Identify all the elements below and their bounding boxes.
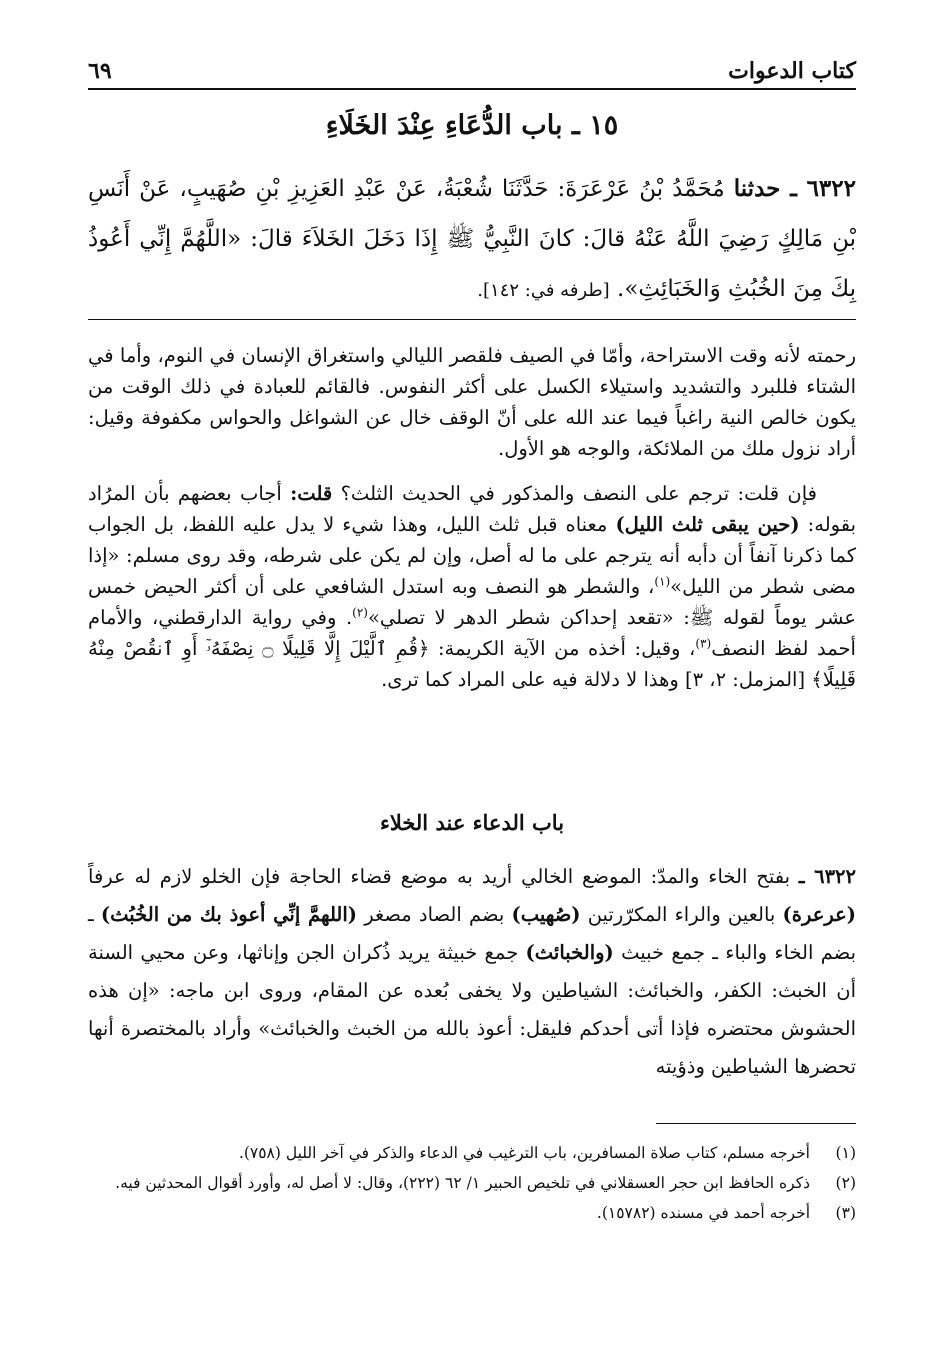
subheading: باب الدعاء عند الخلاء (379, 810, 565, 835)
text-run: بضم الصاد مصغر (364, 903, 505, 926)
text-run-bold: (حين يبقى ثلث الليل) (615, 513, 800, 536)
hadith-text (88, 164, 856, 316)
text-run-bold: (عرعرة) (782, 903, 857, 926)
running-header (88, 52, 856, 86)
chapter-title: ١٥ ـ باب الدُّعَاءِ عِنْدَ الخَلَاءِ (325, 110, 619, 141)
footnote-divider (656, 1123, 856, 1124)
book-title: كتاب الدعوات (728, 58, 856, 84)
commentary-block-2 (88, 858, 856, 1086)
text-run-bold: قلت: (290, 482, 333, 505)
hadith-number: ٦٣٢٢ ـ (798, 865, 856, 888)
text-run: . وفي رواية الدارقطني، والأمام أحمد لفظ النصف (88, 606, 856, 660)
commentary-paragraph (88, 858, 856, 1086)
text-run-bold: (والخبائث) (525, 941, 614, 964)
hadith-reference: [طرفه في: ١٤٢]. (477, 280, 610, 301)
footnote-number: (١) (835, 1144, 856, 1162)
book-page (88, 0, 856, 1365)
hadith-body: مُحَمَّدُ بْنُ عَرْعَرَةَ: حَدَّثَنَا شُعْبَةُ، عَنْ عَبْدِ العَزِيزِ بْنِ صُهَيبٍ، عَنْ أَنَسِ بْنِ مَالِكٍ رَضِيَ اللَّهُ عَنْهُ قالَ: كانَ النَّبِيُّ ﷺ إِذَا دَخَلَ الخَلاَءَ قالَ: «اللَّهُمَّ إِنِّي أَعُوذُ بِكَ مِنَ الخُبُثِ وَالخَبَائِثِ». (88, 176, 856, 302)
text-run: جمع خبيثة يريد ذُكران الجن وإناثها، وعن محيي السنة أن الخبث: الكفر، والخبائث: الشياطين ولا يخفى بُعده عن المقام، وروى ابن ماجه: «إن هذه الحشوش محتضره فإذا أتى أحدكم فليقل: أعوذ بالله من الخبث والخبائث» وأراد بالمختصرة أنها تحضرها الشياطين وذؤيته (88, 941, 856, 1078)
footnote-marker: (٢) (352, 605, 368, 620)
hadith-number: ٦٣٢٢ ـ حدثنا (733, 175, 856, 202)
footnote-marker: (١) (654, 574, 671, 589)
text-run: أجاب بعضهم بأن المرُاد بقوله: (88, 482, 857, 536)
text-run: ـ بضم الخاء والباء ـ جمع خبيث (88, 903, 857, 964)
text-run: ، وقيل: أخذه من الآية الكريمة: ﴿قُمِ ٱلَّيْلَ إِلَّا قَلِيلًا ۝ نِصْفَهُۥٓ أَوِ ٱنقُصْ مِنْهُ قَلِيلًا﴾ [المزمل: ٢، ٣] وهذا لا دلالة فيه على المراد كما ترى. (88, 637, 856, 691)
commentary-divider (88, 319, 856, 320)
text-run: بفتح الخاء والمدّ: الموضع الخالي أريد به موضع قضاء الحاجة فإن الخلو لازم له عرفاً (88, 865, 791, 888)
text-run: ، والشطر هو النصف وبه استدل الشافعي على أن أكثر الحيض خمس عشر يوماً لقوله ﷺ: «تقعد إحداكن شطر الدهر لا تصلي» (88, 575, 856, 629)
text-run-bold: (اللهمَّ إنِّي أعوذ بك من الخُبُث) (100, 903, 358, 926)
footnotes (88, 1140, 856, 1230)
footnote-marker: (٣) (695, 636, 712, 651)
text-run: فإن قلت: ترجم على النصف والمذكور في الحديث الثلث؟ (340, 482, 817, 505)
footnote-text: أخرجه أحمد في مسنده (١٥٧٨٢). (596, 1204, 810, 1222)
commentary-block (88, 340, 856, 695)
text-run-bold: (صُهيب) (511, 903, 581, 926)
footnote (88, 1170, 856, 1196)
footnote (88, 1140, 856, 1166)
footnote-number: (٣) (835, 1204, 856, 1222)
commentary-paragraph: رحمته لأنه وقت الاستراحة، وأمّا في الصيف فلقصر الليالي واستغراق الإنسان في النوم، وأما في الشتاء فللبرد والتشديد واستيلاء الكسل على أكثر النفوس. فالقائم للعبادة في ذلك الوقت من يكون خالص النية راغباً فيما عند الله على أنّ الوقف خال عن الشواغل والحواس مكفوفة وقيل: أراد نزول ملك من الملائكة، والوجه هو الأول. (88, 344, 856, 460)
footnote (88, 1200, 856, 1226)
footnote-text: ذكره الحافظ ابن حجر العسقلاني في تلخيص الحبير ١/ ٦٢ (٢٢٢)، وقال: لا أصل له، وأورد أقوال المحدثين فيه. (115, 1174, 810, 1192)
footnote-number: (٢) (835, 1174, 856, 1192)
page-number: ٦٩ (88, 58, 112, 84)
header-divider (88, 88, 856, 90)
footnote-text: أخرجه مسلم، كتاب صلاة المسافرين، باب الترغيب في الدعاء والذكر في آخر الليل (٧٥٨). (238, 1144, 810, 1162)
text-run: معناه قبل ثلث الليل، وهذا شيء لا يدل عليه اللفظ، بل الجواب كما ذكرنا آنفاً أن دأبه أنه يترجم على ما له أصل، وإن لم يكن على شرطه، وقد روى مسلم: «إذا مضى شطر من الليل» (88, 513, 856, 598)
commentary-paragraph (88, 478, 856, 695)
text-run: بالعين والراء المكرّرتين (587, 903, 776, 926)
